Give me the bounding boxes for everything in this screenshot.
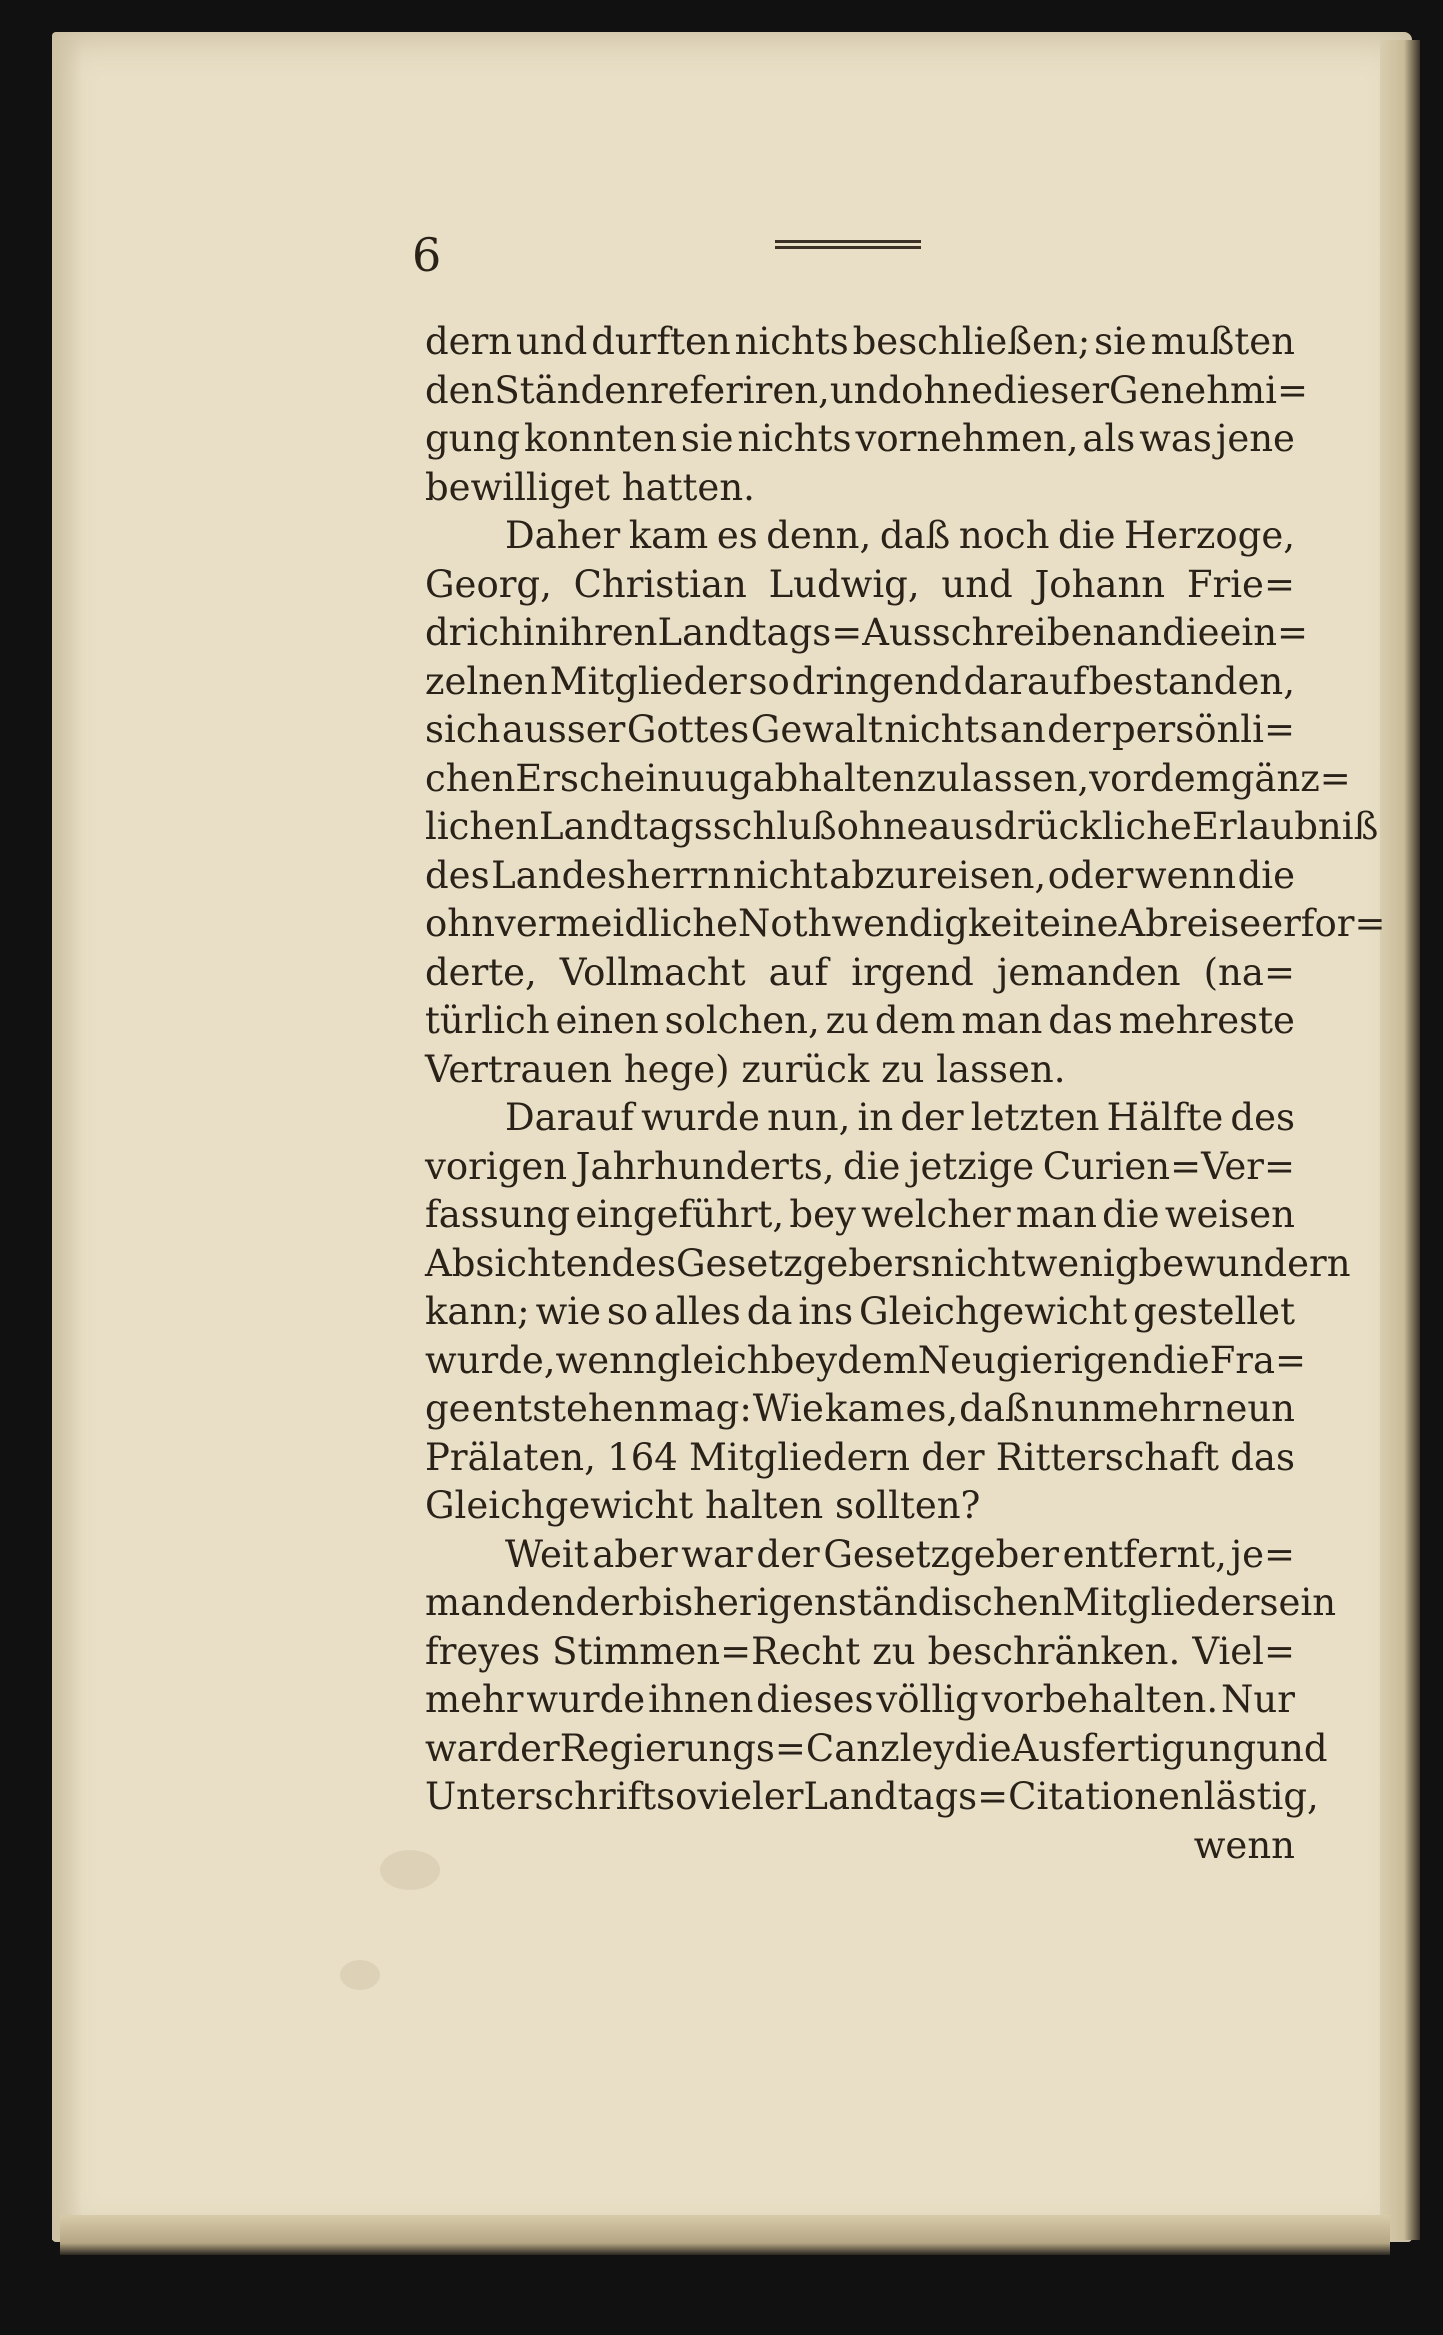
paper-stain	[340, 1960, 380, 1990]
text-line: Unterschrift so vieler Landtags=Citationen lästig,	[425, 1775, 1319, 1818]
text-line: kann; wie so alles da ins Gleichgewicht gestellet	[425, 1290, 1295, 1333]
text-line: bewilliget hatten.	[425, 465, 755, 509]
text-line: gung konnten sie nichts vornehmen, als was jene	[425, 417, 1295, 460]
text-line: Weit aber war der Gesetzgeber entfernt, je=	[505, 1532, 1295, 1576]
page-bottom-edge	[60, 2215, 1390, 2255]
page-number: 6	[412, 228, 442, 282]
text-line: wurde, wenn gleich bey dem Neugierigen die Fra=	[425, 1338, 1307, 1382]
catchword: wenn	[1193, 1823, 1295, 1867]
text-line: fassung eingeführt, bey welcher man die weisen	[425, 1193, 1295, 1236]
text-line: Absichten des Gesetzgebers nicht wenig bewundern	[425, 1241, 1351, 1285]
text-line: Vertrauen hege) zurück zu lassen.	[425, 1047, 1066, 1091]
text-line: Darauf wurde nun, in der letzten Hälfte des	[505, 1096, 1295, 1139]
text-line: des Landesherrn nicht abzureisen, oder wenn die	[425, 853, 1295, 897]
text-line: Prälaten, 164 Mitgliedern der Ritterschaft das	[425, 1435, 1295, 1479]
text-line: dern und durften nichts beschließen; sie mußten	[425, 320, 1295, 363]
page-right-edge	[1380, 40, 1420, 2240]
text-line: Daher kam es denn, daß noch die Herzoge,	[505, 514, 1295, 557]
text-line: freyes Stimmen=Recht zu beschränken. Viel=	[425, 1629, 1295, 1673]
body-text	[425, 318, 1386, 1870]
text-line: Georg, Christian Ludwig, und Johann Frie=	[425, 562, 1295, 606]
text-line: drich in ihren Landtags=Ausschreiben an die ein=	[425, 611, 1309, 654]
text-line: ohnvermeidliche Nothwendigkeit eine Abreise erfor=	[425, 902, 1386, 945]
text-line: war der Regierungs=Canzley die Ausfertigung und	[425, 1726, 1328, 1770]
text-line: den Ständen referiren, und ohne dieser Genehmi=	[425, 368, 1308, 412]
text-line: türlich einen solchen, zu dem man das mehreste	[425, 999, 1295, 1042]
text-line: manden der bisherigen ständischen Mitglieder sein	[425, 1581, 1337, 1624]
header-rule	[775, 240, 921, 252]
text-line: sich ausser Gottes Gewalt nichts an der persönli=	[425, 708, 1295, 751]
text-line: chen Erscheinuug abhalten zu lassen, vor dem gänz=	[425, 756, 1351, 800]
text-line: zelnen Mitglieder so dringend darauf bestanden,	[425, 659, 1295, 703]
text-line: ge entstehen mag: Wie kam es, daß nunmehr neun	[425, 1387, 1295, 1430]
text-line: vorigen Jahrhunderts, die jetzige Curien=Ver=	[425, 1144, 1295, 1188]
text-line: mehr wurde ihnen dieses völlig vorbehalten. Nur	[425, 1678, 1295, 1721]
text-line: Gleichgewicht halten sollten?	[425, 1484, 981, 1527]
text-line: lichen Landtagsschluß ohne ausdrückliche Erlaubniß	[425, 805, 1379, 848]
page-gutter-shadow	[52, 40, 82, 2240]
text-line: derte, Vollmacht auf irgend jemanden (na=	[425, 950, 1295, 994]
